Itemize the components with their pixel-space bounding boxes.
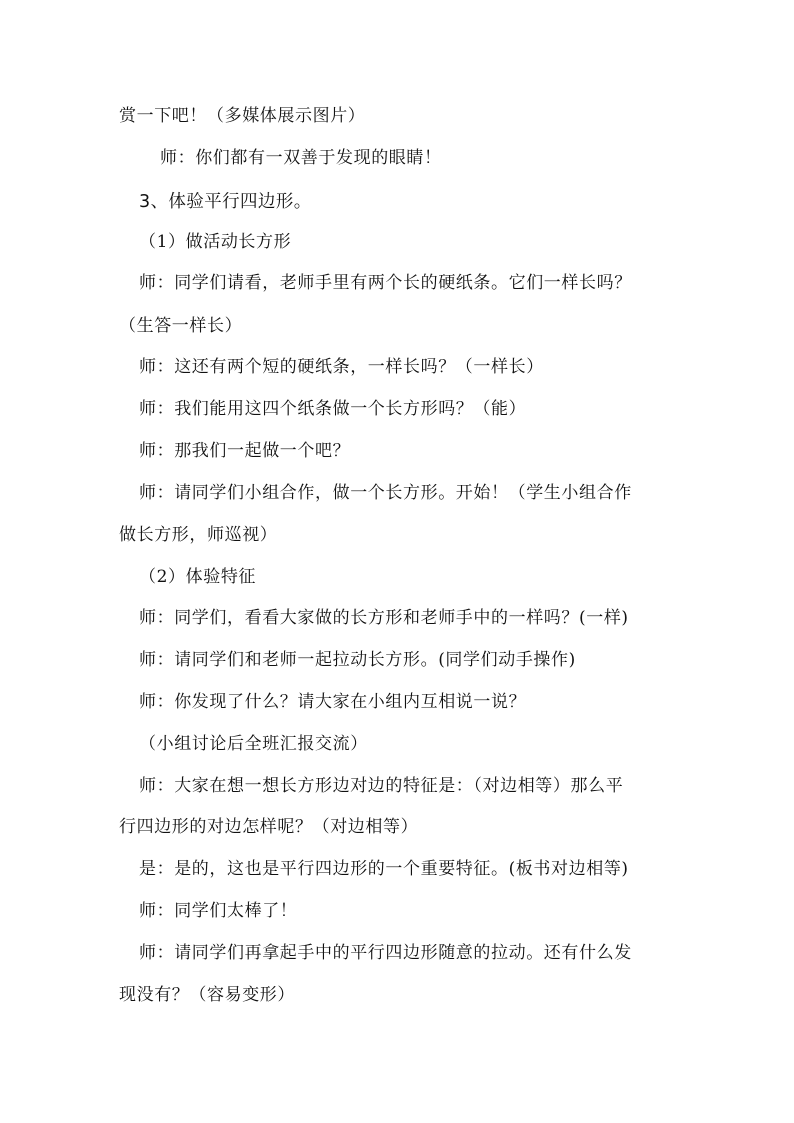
text-line: 师：请同学们小组合作，做一个长方形。开始！（学生小组合作 [139, 483, 632, 503]
text-line: 师：同学们请看，老师手里有两个长的硬纸条。它们一样长吗？ [139, 273, 632, 293]
text-line: 师：大家在想一想长方形边对边的特征是：（对边相等）那么平 [139, 776, 624, 796]
text-line: 师：请同学们和老师一起拉动长方形。(同学们动手操作) [139, 650, 576, 670]
text-line: 赏一下吧！（多媒体展示图片） [119, 106, 366, 126]
text-line: 做长方形，师巡视） [119, 525, 278, 545]
text-line: 师：同学们，看看大家做的长方形和老师手中的一样吗？(一样) [139, 608, 629, 628]
text-line: 师：我们能用这四个纸条做一个长方形吗？（能） [139, 399, 527, 419]
text-line: （小组讨论后全班汇报交流） [139, 734, 368, 754]
text-line: （生答一样长） [119, 316, 243, 336]
text-line: 师：请同学们再拿起手中的平行四边形随意的拉动。还有什么发 [139, 943, 632, 963]
subsection-heading: （1）做活动长方形 [139, 232, 292, 252]
text-line: 师：这还有两个短的硬纸条，一样长吗？（一样长） [139, 357, 544, 377]
text-line: 师：你们都有一双善于发现的眼睛！ [160, 148, 442, 168]
text-line: 行四边形的对边怎样呢？（对边相等） [119, 817, 419, 837]
text-line: 师：同学们太棒了！ [139, 901, 298, 921]
subsection-heading: （2）体验特征 [139, 567, 257, 587]
text-line: 现没有？（容易变形） [119, 985, 295, 1005]
text-line: 师：那我们一起做一个吧？ [139, 441, 351, 461]
text-line: 师：你发现了什么？请大家在小组内互相说一说？ [139, 692, 527, 712]
section-heading: 3、体验平行四边形。 [139, 192, 312, 212]
text-line: 是：是的，这也是平行四边形的一个重要特征。(板书对边相等) [139, 859, 629, 879]
